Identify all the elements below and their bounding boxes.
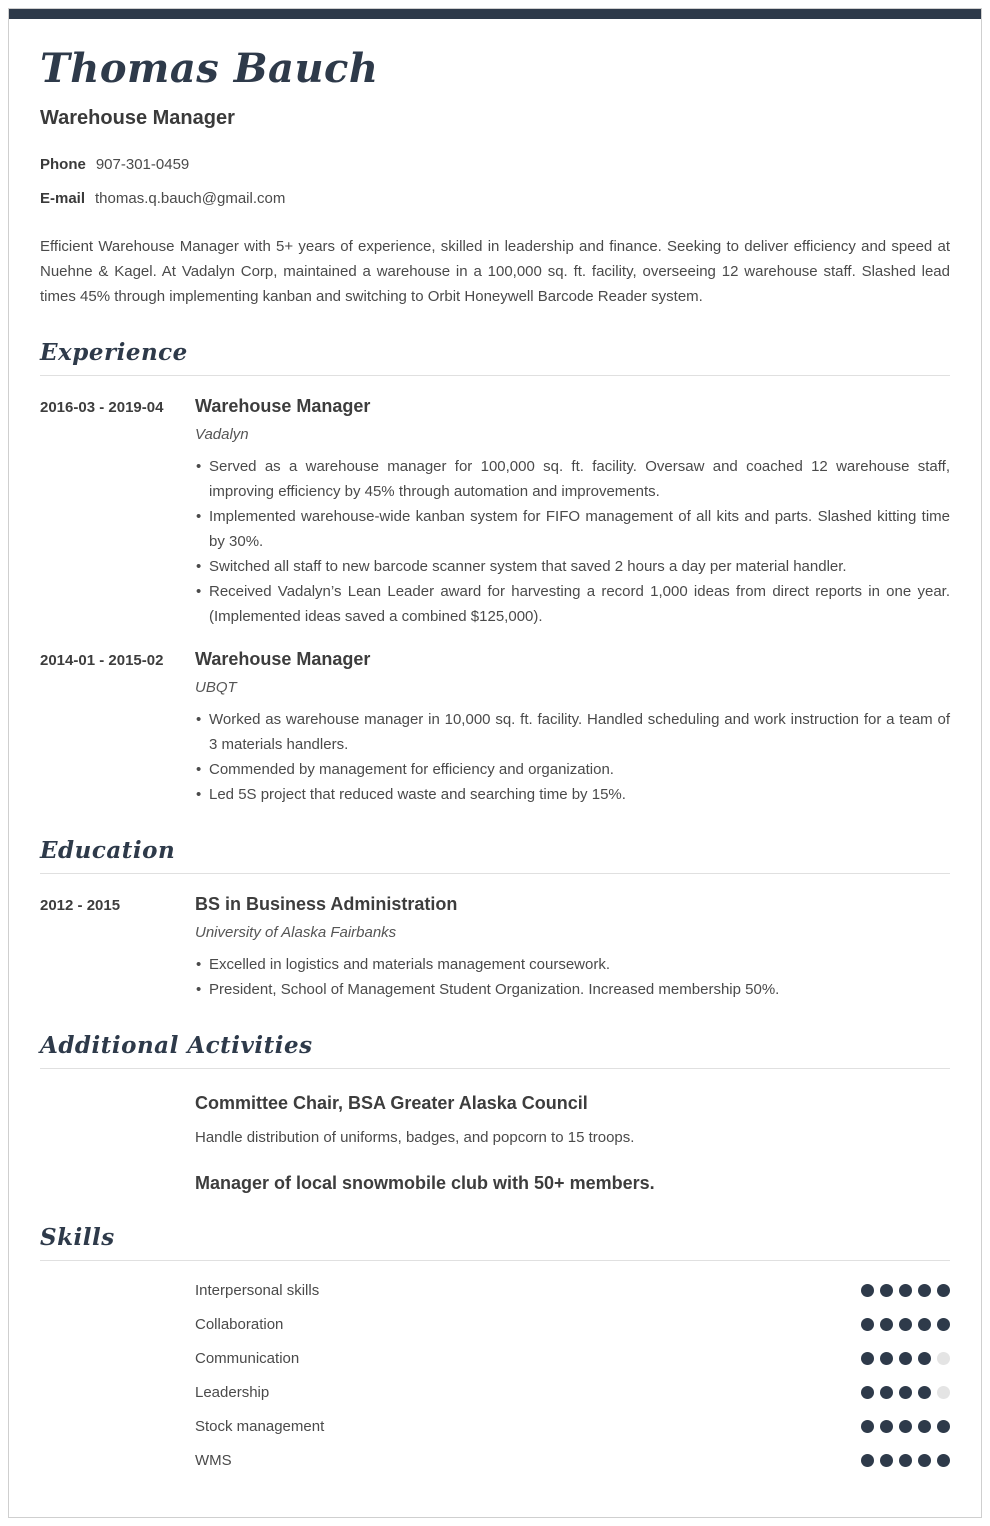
skill-dot	[918, 1454, 931, 1467]
section-divider	[40, 1260, 950, 1261]
skill-row	[195, 1375, 950, 1409]
top-accent-bar	[9, 9, 981, 19]
skill-dot	[899, 1318, 912, 1331]
experience-details	[195, 649, 950, 807]
bullet-list	[195, 707, 950, 807]
skill-dot	[899, 1386, 912, 1399]
activity-title: Manager of local snowmobile club with 50+ members.	[195, 1173, 655, 1193]
education-item	[40, 894, 950, 1002]
job-title: Warehouse Manager	[195, 649, 371, 669]
bullet-item: • Implemented warehouse-wide kanban system for FIFO management of all kits and parts. Slashed kitting time by 30%.	[195, 504, 950, 554]
bullet-item: • Switched all staff to new barcode scanner system that saved 2 hours a day per material handler.	[195, 554, 950, 579]
contact-block	[40, 156, 950, 207]
skill-dot	[880, 1420, 893, 1433]
bullet-item: • Led 5S project that reduced waste and searching time by 15%.	[195, 782, 950, 807]
degree-title: BS in Business Administration	[195, 894, 458, 914]
skill-dot	[899, 1454, 912, 1467]
skill-dot	[937, 1284, 950, 1297]
experience-dates: 2014-01 - 2015-02	[40, 652, 164, 669]
resume-page	[8, 8, 982, 1518]
bullet-item: • Served as a warehouse manager for 100,000 sq. ft. facility. Oversaw and coached 12 warehouse staff, improving efficiency by 45% through automation and improvements.	[195, 454, 950, 504]
skill-dot	[880, 1386, 893, 1399]
phone-label: Phone	[40, 156, 86, 173]
phone-value: 907-301-0459	[95, 156, 190, 173]
skill-dot	[880, 1318, 893, 1331]
email-row	[40, 190, 950, 207]
activities-block	[195, 1093, 950, 1194]
experience-item	[40, 396, 950, 629]
skill-dot	[861, 1284, 874, 1297]
skill-dot	[918, 1318, 931, 1331]
skill-row	[195, 1443, 950, 1477]
section-heading-activities: Additional Activities	[40, 1032, 313, 1059]
bullet-item: • Received Vadalyn’s Lean Leader award for harvesting a record 1,000 ideas from direct reports in one year. (Implemented ideas saved a combined $125,000).	[195, 579, 950, 629]
skill-rating	[855, 1420, 950, 1433]
person-name: Thomas Bauch	[40, 45, 379, 92]
skill-label: Leadership	[195, 1383, 270, 1401]
education-details	[195, 894, 950, 1002]
skill-dot	[937, 1420, 950, 1433]
skill-rating	[855, 1352, 950, 1365]
skill-rating	[855, 1318, 950, 1331]
job-title: Warehouse Manager	[195, 396, 371, 416]
skills-list	[195, 1273, 950, 1477]
company-name: Vadalyn	[195, 426, 249, 443]
section-heading-education: Education	[40, 837, 176, 864]
skill-row	[195, 1341, 950, 1375]
skill-label: Communication	[195, 1349, 300, 1367]
bullet-item: • President, School of Management Student Organization. Increased membership 50%.	[195, 977, 950, 1002]
skill-dot	[861, 1420, 874, 1433]
bullet-list	[195, 454, 950, 629]
skill-row	[195, 1307, 950, 1341]
skill-dot	[937, 1386, 950, 1399]
skill-dot	[861, 1454, 874, 1467]
skill-dot	[899, 1352, 912, 1365]
email-value: thomas.q.bauch@gmail.com	[95, 190, 286, 207]
skill-dot	[918, 1352, 931, 1365]
skill-dot	[937, 1454, 950, 1467]
skill-dot	[937, 1318, 950, 1331]
professional-summary: Efficient Warehouse Manager with 5+ years of experience, skilled in leadership and finance. Seeking to deliver efficiency and speed at Nuehne & Kagel. At Vadalyn Corp, maintained a warehouse in a 100,000 sq. ft. facility, overseeing 12 warehouse staff. Slashed lead times 45% through implementing kanban and switching to Orbit Honeywell Barcode Reader system.	[40, 238, 950, 305]
skill-dot	[880, 1352, 893, 1365]
skill-dot	[937, 1352, 950, 1365]
skill-dot	[918, 1386, 931, 1399]
section-heading-skills: Skills	[40, 1224, 115, 1251]
email-label: E-mail	[40, 190, 86, 207]
skill-label: Interpersonal skills	[195, 1281, 320, 1299]
skill-row	[195, 1409, 950, 1443]
skill-label: WMS	[195, 1451, 232, 1469]
section-heading-experience: Experience	[40, 339, 188, 366]
education-dates: 2012 - 2015	[40, 897, 121, 914]
company-name: UBQT	[195, 679, 237, 696]
bullet-item: • Worked as warehouse manager in 10,000 sq. ft. facility. Handled scheduling and work instruction for a team of 3 materials handlers.	[195, 707, 950, 757]
skill-dot	[861, 1386, 874, 1399]
skill-dot	[861, 1318, 874, 1331]
skill-label: Collaboration	[195, 1315, 284, 1333]
skill-dot	[899, 1420, 912, 1433]
experience-item	[40, 649, 950, 807]
bullet-item: • Commended by management for efficiency and organization.	[195, 757, 950, 782]
activity-description: Handle distribution of uniforms, badges, and popcorn to 15 troops.	[195, 1129, 635, 1146]
bullet-item: • Excelled in logistics and materials management coursework.	[195, 952, 950, 977]
school-name: University of Alaska Fairbanks	[195, 924, 397, 941]
skill-rating	[855, 1386, 950, 1399]
section-divider	[40, 375, 950, 376]
skill-label: Stock management	[195, 1417, 325, 1435]
skill-dot	[918, 1284, 931, 1297]
skill-dot	[880, 1454, 893, 1467]
experience-details	[195, 396, 950, 629]
section-divider	[40, 873, 950, 874]
skill-rating	[855, 1284, 950, 1297]
skill-dot	[861, 1352, 874, 1365]
skill-rating	[855, 1454, 950, 1467]
skill-dot	[880, 1284, 893, 1297]
activity-title: Committee Chair, BSA Greater Alaska Council	[195, 1093, 588, 1113]
section-divider	[40, 1068, 950, 1069]
skill-dot	[918, 1420, 931, 1433]
skill-dot	[899, 1284, 912, 1297]
person-headline: Warehouse Manager	[40, 107, 235, 129]
resume-content	[9, 45, 981, 1517]
bullet-list	[195, 952, 950, 1002]
phone-row	[40, 156, 950, 173]
experience-dates: 2016-03 - 2019-04	[40, 399, 164, 416]
skill-row	[195, 1273, 950, 1307]
